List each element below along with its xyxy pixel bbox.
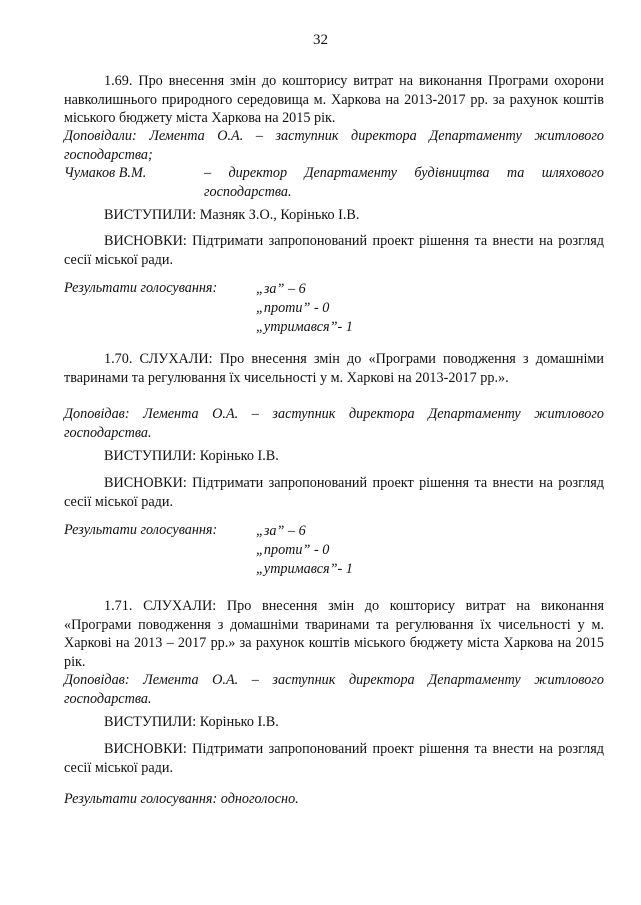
item-169-vote-against: „проти” - 0	[256, 300, 330, 316]
item-169-speaker-2-name: Чумаков В.М.	[64, 165, 147, 181]
item-170-spoke: ВИСТУПИЛИ: Корінько І.В.	[104, 448, 279, 464]
item-169-speaker-1: Доповідали: Лемента О.А. – заступник директора Департаменту житлового господарства;	[64, 128, 604, 163]
item-170-votes	[256, 522, 353, 579]
item-171-conclusion: ВИСНОВКИ: Підтримати запропонований проект рішення та внести на розгляд сесії міської ради.	[64, 741, 604, 776]
item-169-votes	[256, 280, 353, 337]
item-169-vote-abstain: „утримався”- 1	[256, 319, 353, 335]
item-169-spoke: ВИСТУПИЛИ: Мазняк З.О., Корінько І.В.	[104, 207, 360, 223]
item-171-spoke: ВИСТУПИЛИ: Корінько І.В.	[104, 714, 279, 730]
item-171-votes-result: Результати голосування: одноголосно.	[64, 791, 299, 807]
item-170-conclusion: ВИСНОВКИ: Підтримати запропонований проект рішення та внести на розгляд сесії міської ради.	[64, 475, 604, 510]
item-170-speaker: Доповідав: Лемента О.А. – заступник директора Департаменту житлового господарства.	[64, 406, 604, 441]
item-169-speaker-2-role: – директор Департаменту будівництва та шляхового господарства.	[204, 165, 604, 200]
item-170-vote-for: „за” – 6	[256, 523, 306, 539]
item-169-votes-label: Результати голосування:	[64, 280, 218, 296]
item-170-votes-label: Результати голосування:	[64, 522, 218, 538]
item-170-text: 1.70. СЛУХАЛИ: Про внесення змін до «Програми поводження з домашніми тваринами та регулювання їх чисельності у м. Харкові на 2013-2017 рр.».	[64, 351, 604, 386]
item-170-vote-abstain: „утримався”- 1	[256, 561, 353, 577]
item-169-vote-for: „за” – 6	[256, 281, 306, 297]
item-169-speaker-2	[64, 164, 604, 201]
page-number: 32	[313, 32, 328, 48]
item-171-text: 1.71. СЛУХАЛИ: Про внесення змін до кошторису витрат на виконання «Програми поводження з домашніми тваринами та регулювання їх чисельності у м. Харкові на 2013 – 2017 рр.» за рахунок коштів міського бюджету міста Харкова на 2015 рік.	[64, 598, 604, 670]
item-169-conclusion: ВИСНОВКИ: Підтримати запропонований проект рішення та внести на розгляд сесії міської ради.	[64, 233, 604, 268]
item-171-speaker: Доповідав: Лемента О.А. – заступник директора Департаменту житлового господарства.	[64, 672, 604, 707]
item-170-vote-against: „проти” - 0	[256, 542, 330, 558]
item-169-text: 1.69. Про внесення змін до кошторису витрат на виконання Програми охорони навколишнього природного середовища м. Харкова на 2013-2017 рр. за рахунок коштів міського бюджету міста Харкова на 2015 рік.	[64, 73, 604, 126]
